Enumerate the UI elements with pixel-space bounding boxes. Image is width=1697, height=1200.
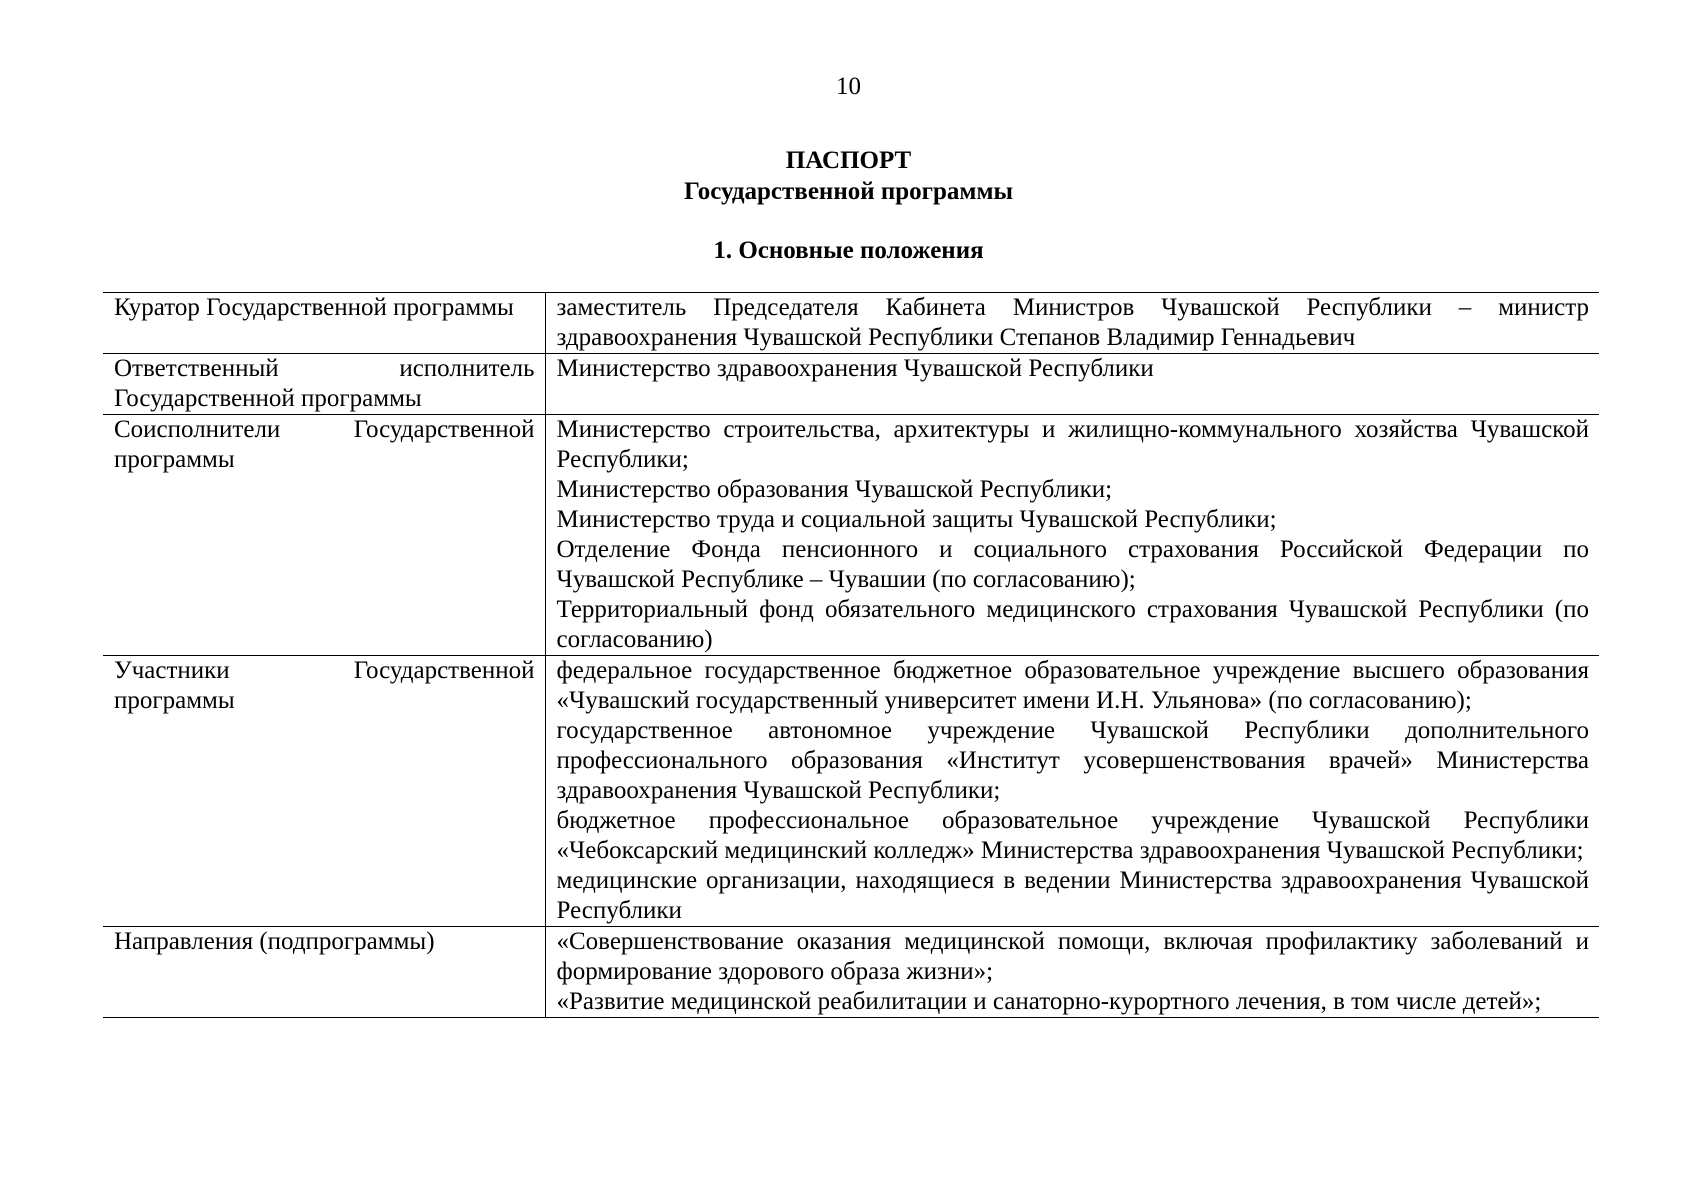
row-value — [545, 927, 1599, 1018]
page-number: 10 — [836, 73, 861, 100]
row-value-line: бюджетное профессиональное образовательное учреждение Чувашской Республики «Чебоксарский медицинский колледж» Министерства здравоохранения Чувашской Республики; — [556, 807, 1589, 864]
row-value-line: «Совершенствование оказания медицинской помощи, включая профилактику заболеваний и формирование здорового образа жизни»; — [556, 928, 1589, 985]
row-value-line: Министерство строительства, архитектуры и жилищно-коммунального хозяйства Чувашской Республики; — [556, 416, 1589, 473]
passport-table — [103, 292, 1599, 1018]
row-value — [545, 656, 1599, 927]
row-value — [545, 415, 1599, 656]
row-value-line: заместитель Председателя Кабинета Министров Чувашской Республики – министр здравоохранения Чувашской Республики Степанов Владимир Геннадьевич — [556, 294, 1589, 351]
table-row — [103, 415, 1599, 656]
table-row — [103, 656, 1599, 927]
row-value-line: государственное автономное учреждение Чувашской Республики дополнительного профессионального образования «Институт усовершенствования врачей» Министерства здравоохранения Чувашской Республики; — [556, 717, 1589, 804]
document-title-block — [0, 145, 1697, 207]
document-title: ПАСПОРТ — [785, 147, 912, 174]
row-label: Соисполнители Государственной программы — [103, 415, 545, 656]
row-value-line: «Развитие медицинской реабилитации и санаторно-курортного лечения, в том числе детей»; — [556, 988, 1542, 1015]
section-heading: 1. Основные положения — [713, 237, 984, 264]
table-row — [103, 354, 1599, 415]
row-label: Куратор Государственной программы — [103, 293, 545, 354]
row-value-line: Территориальный фонд обязательного медицинского страхования Чувашской Республики (по согласованию) — [556, 596, 1589, 653]
table-row — [103, 927, 1599, 1018]
table-row — [103, 293, 1599, 354]
row-value-line: Отделение Фонда пенсионного и социального страхования Российской Федерации по Чувашской Республике – Чувашии (по согласованию); — [556, 536, 1589, 593]
document-subtitle: Государственной программы — [683, 178, 1014, 205]
row-value-line: Министерство труда и социальной защиты Чувашской Республики; — [556, 506, 1277, 533]
row-value-line: медицинские организации, находящиеся в ведении Министерства здравоохранения Чувашской Республики — [556, 867, 1589, 924]
row-value — [545, 354, 1599, 415]
row-label: Ответственный исполнитель Государственной программы — [103, 354, 545, 415]
row-value-line: Министерство образования Чувашской Республики; — [556, 476, 1113, 503]
row-value-line: Министерство здравоохранения Чувашской Республики — [556, 355, 1154, 382]
row-value — [545, 293, 1599, 354]
row-value-line: федеральное государственное бюджетное образовательное учреждение высшего образования «Чувашский государственный университет имени И.Н. Ульянова» (по согласованию); — [556, 657, 1589, 714]
row-label: Направления (подпрограммы) — [103, 927, 545, 1018]
row-label: Участники Государственной программы — [103, 656, 545, 927]
